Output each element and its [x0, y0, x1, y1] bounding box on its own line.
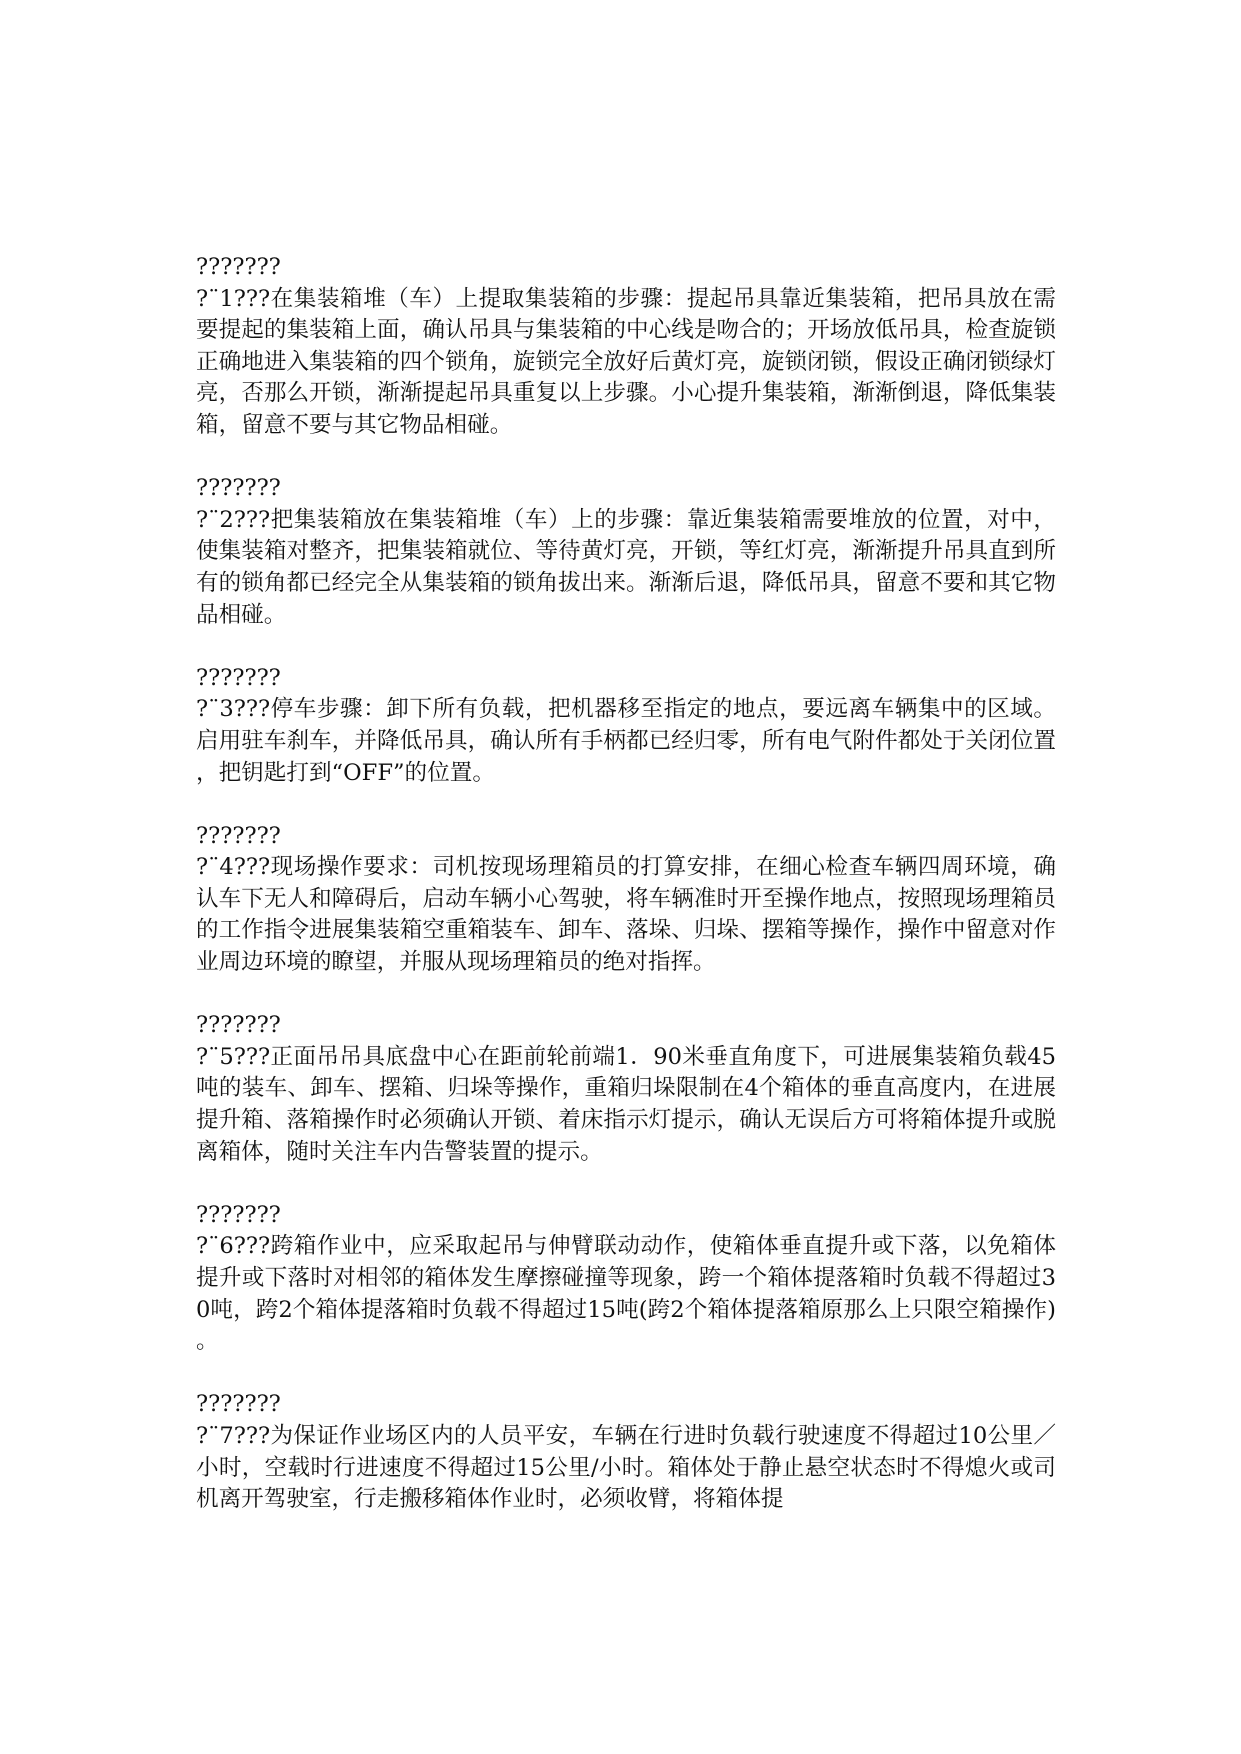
section-paragraph: ?¨3???停车步骤：卸下所有负载，把机器移至指定的地点，要远离车辆集中的区域。启用驻车刹车，并降低吊具，确认所有手柄都已经归零，所有电气附件都处于关闭位置，把钥匙打到“OFF”的位置。: [196, 696, 1056, 786]
document-body: [196, 252, 1056, 1547]
section-marker: ???????: [196, 1391, 281, 1418]
section-marker: ???????: [196, 475, 281, 502]
section-marker: ???????: [196, 822, 281, 849]
section-paragraph: ?¨7???为保证作业场区内的人员平安，车辆在行进时负载行驶速度不得超过10公里／小时，空载时行进速度不得超过15公里/小时。箱体处于静止悬空状态时不得熄火或司机离开驾驶室，行走搬移箱体作业时，必须收臂，将箱体提: [196, 1422, 1056, 1513]
section-2: [196, 473, 1056, 631]
section-marker: ???????: [196, 254, 281, 280]
section-paragraph: ?¨6???跨箱作业中，应采取起吊与伸臂联动动作，使箱体垂直提升或下落，以免箱体提升或下落时对相邻的箱体发生摩擦碰撞等现象，跨一个箱体提落箱时负载不得超过30吨，跨2个箱体提落箱时负载不得超过15吨(跨2个箱体提落箱原那么上只限空箱操作)。: [196, 1233, 1056, 1355]
section-marker: ???????: [196, 1012, 281, 1039]
section-paragraph: ?¨2???把集装箱放在集装箱堆（车）上的步骤：靠近集装箱需要堆放的位置，对中，使集装箱对整齐，把集装箱就位、等待黄灯亮，开锁，等红灯亮，渐渐提升吊具直到所有的锁角都已经完全从集装箱的锁角拔出来。渐渐后退，降低吊具，留意不要和其它物品相碰。: [196, 506, 1056, 628]
section-marker: ???????: [196, 664, 281, 691]
section-5: [196, 1010, 1056, 1168]
section-paragraph: ?¨1???在集装箱堆（车）上提取集装箱的步骤：提起吊具靠近集装箱，把吊具放在需要提起的集装箱上面，确认吊具与集装箱的中心线是吻合的；开场放低吊具，检查旋锁正确地进入集装箱的四个锁角，旋锁完全放好后黄灯亮，旋锁闭锁，假设正确闭锁绿灯亮，否那么开锁，渐渐提起吊具重复以上步骤。小心提升集装箱，渐渐倒退，降低集装箱，留意不要与其它物品相碰。: [196, 285, 1056, 438]
section-1: [196, 252, 1056, 442]
section-paragraph: ?¨5???正面吊吊具底盘中心在距前轮前端1．90米垂直角度下，可进展集装箱负载45吨的装车、卸车、摆箱、归垛等操作，重箱归垛限制在4个箱体的垂直高度内，在进展提升箱、落箱操作时必须确认开锁、着床指示灯提示，确认无误后方可将箱体提升或脱离箱体，随时关注车内告警装置的提示。: [196, 1043, 1056, 1165]
section-7: [196, 1389, 1056, 1515]
section-4: [196, 821, 1056, 979]
section-6: [196, 1200, 1056, 1358]
section-3: [196, 663, 1056, 789]
section-paragraph: ?¨4???现场操作要求：司机按现场理箱员的打算安排，在细心检查车辆四周环境，确认车下无人和障碍后，启动车辆小心驾驶，将车辆准时开至操作地点，按照现场理箱员的工作指令进展集装箱空重箱装车、卸车、落垛、归垛、摆箱等操作，操作中留意对作业周边环境的瞭望，并服从现场理箱员的绝对指挥。: [196, 854, 1056, 976]
section-marker: ???????: [196, 1201, 281, 1228]
